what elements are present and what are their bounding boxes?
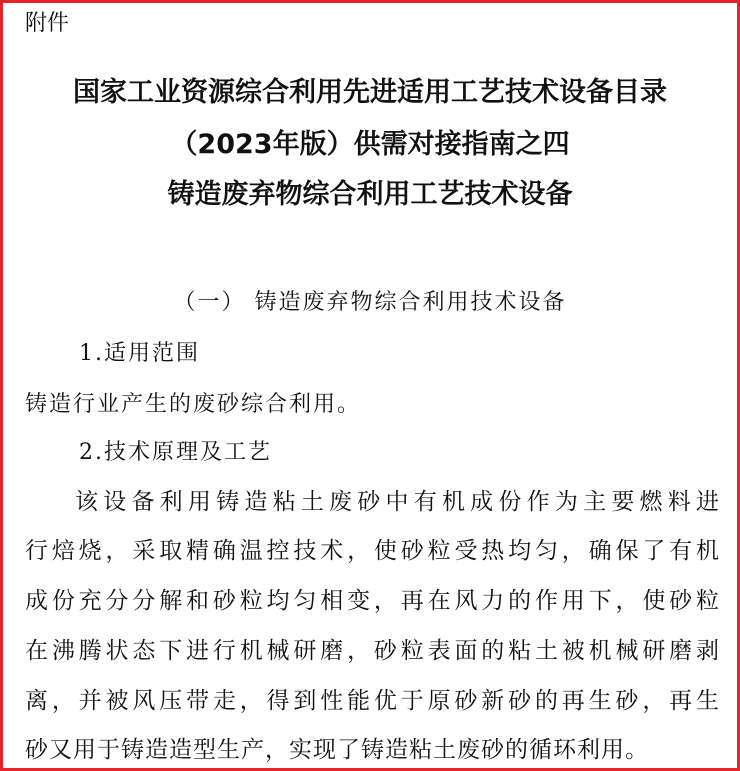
scope-text: 铸造行业产生的废砂综合利用。 [25, 392, 362, 417]
scope-heading: 1.适用范围 [79, 341, 200, 366]
principle-paragraph-line: 行焙烧，采取精确温控技术，使砂粒受热均匀，确保了有机 [25, 538, 719, 564]
principle-paragraph-line: 该设备利用铸造粘土废砂中有机成份作为主要燃料进 [75, 489, 719, 515]
principle-paragraph-line: 离，并被风压带走，得到性能优于原砂新砂的再生砂，再生 [25, 688, 719, 714]
principle-paragraph-line: 在沸腾状态下进行机械研磨，砂粒表面的粘土被机械研磨剥 [25, 638, 719, 664]
principle-heading: 2.技术原理及工艺 [79, 440, 272, 465]
section-heading: （一） 铸造废弃物综合利用技术设备 [173, 290, 567, 315]
document-title-line-1: 国家工业资源综合利用先进适用工艺技术设备目录 [73, 77, 667, 108]
document-title-line-2: （2023年版）供需对接指南之四 [170, 129, 570, 160]
principle-paragraph-line: 成份充分分解和砂粒均匀相变，再在风力的作用下，使砂粒 [25, 588, 719, 614]
attachment-label: 附件 [25, 11, 70, 36]
document-title-line-3: 铸造废弃物综合利用工艺技术设备 [167, 179, 573, 210]
principle-paragraph-line: 砂又用于铸造造型生产，实现了铸造粘土废砂的循环利用。 [25, 737, 649, 763]
